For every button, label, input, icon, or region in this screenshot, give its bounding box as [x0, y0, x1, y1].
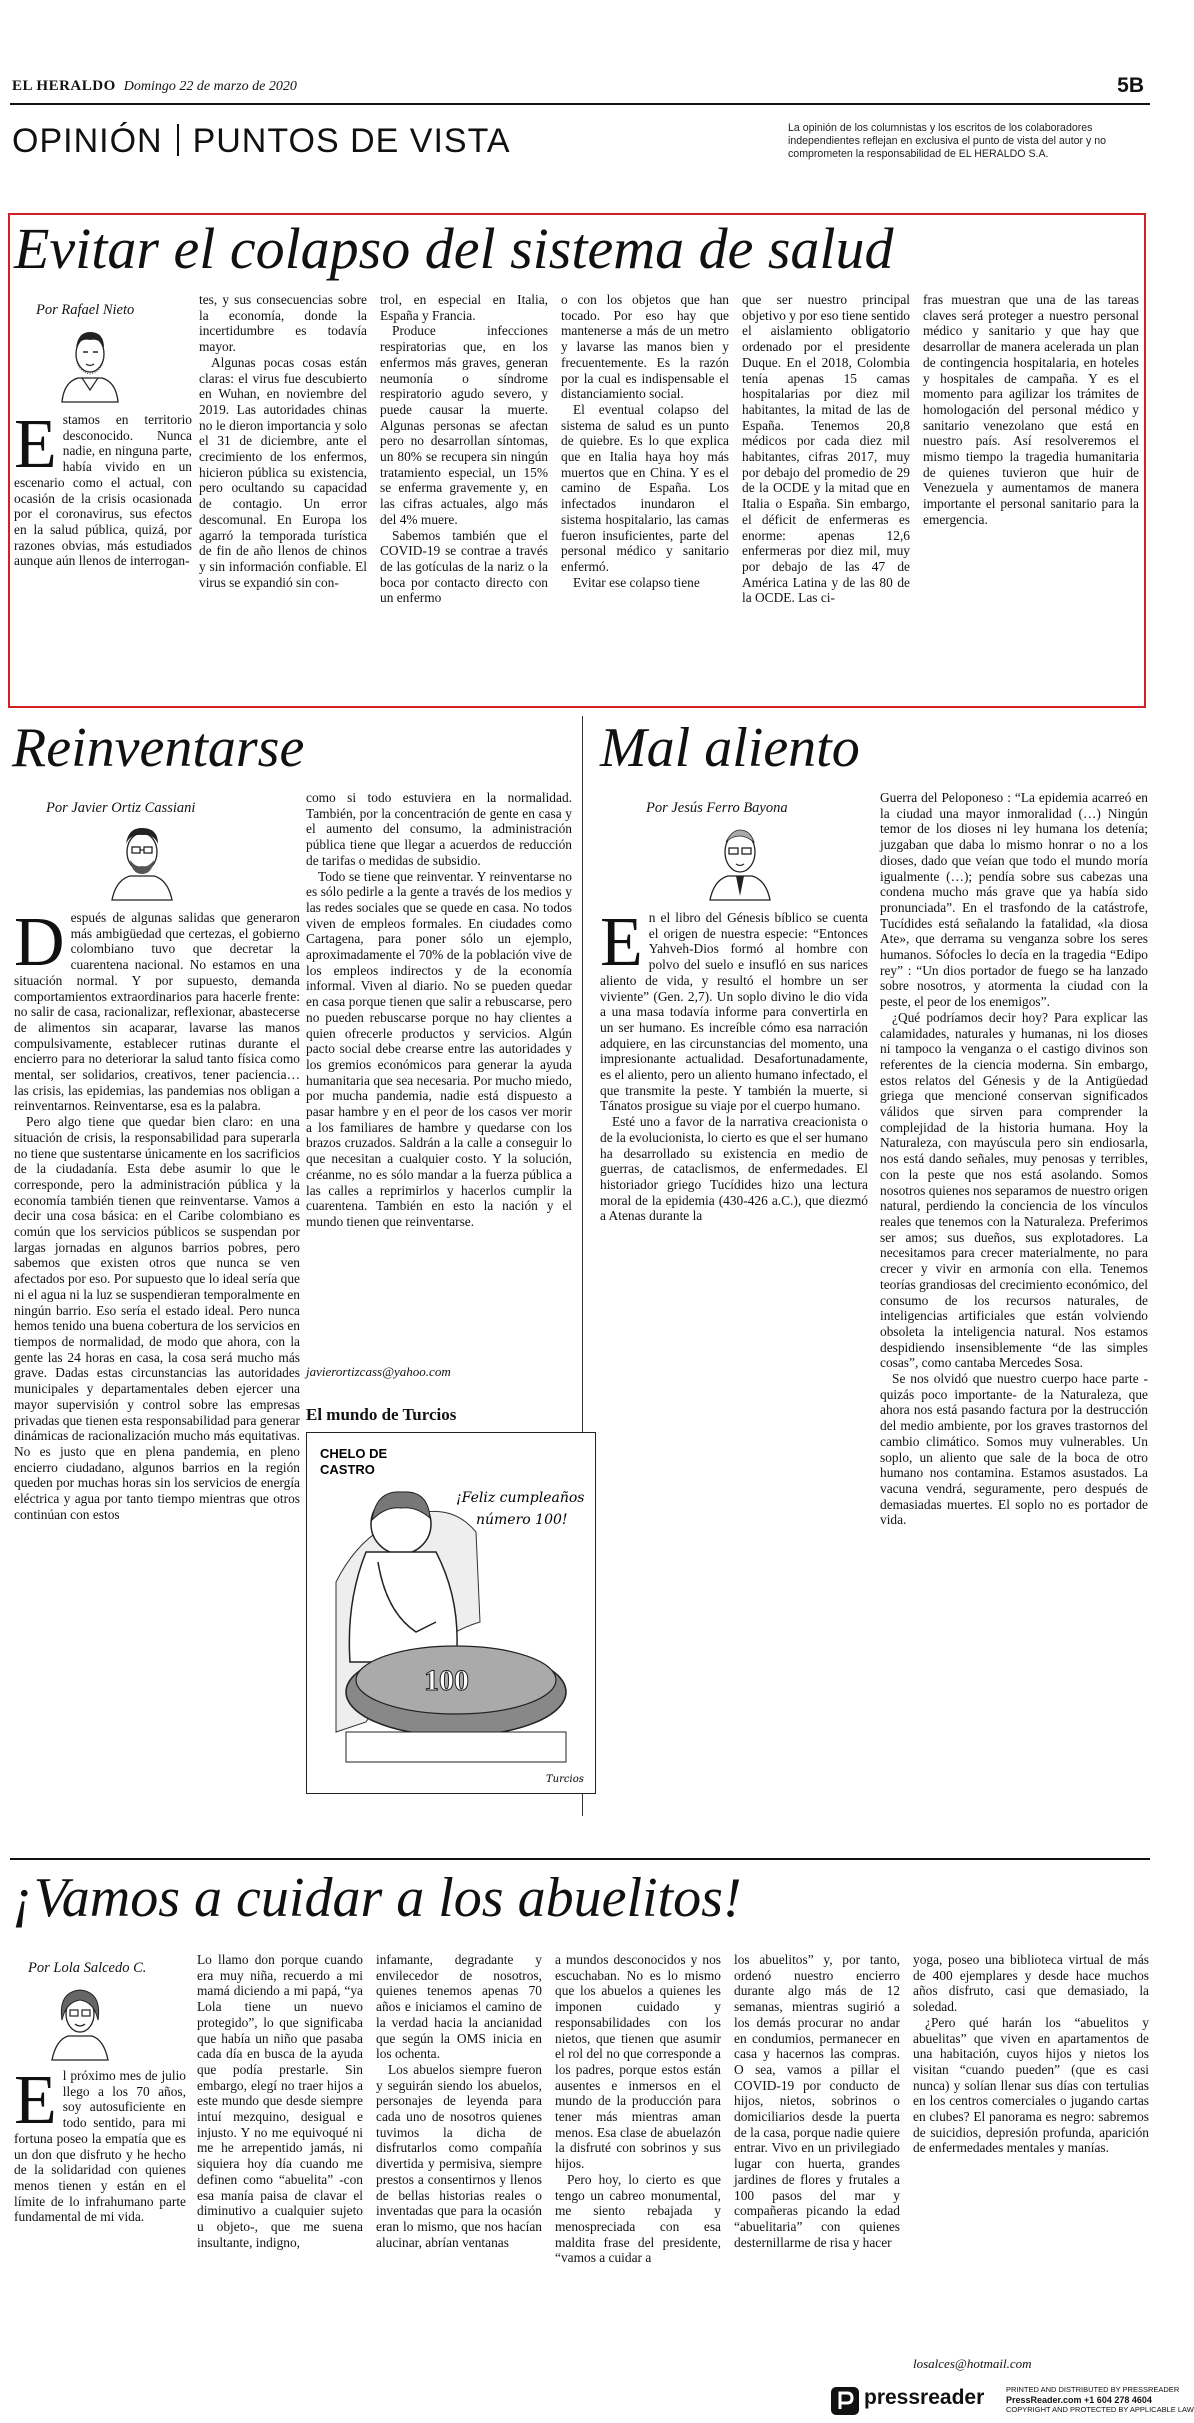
dropcap: E [600, 904, 643, 981]
pressreader-badge [830, 2384, 1194, 2418]
pressreader-logo-icon [830, 2386, 860, 2416]
section-subname: PUNTOS DE VISTA [192, 122, 511, 160]
article-4-column-6: yoga, poseo una biblioteca virtual de más de 400 ejemplares y desde hace muchos años disfruto, casi que demasiado, la soledad. ¿Pero qué harán los “abuelitos y abuelitas” que viven en apartamentos de una habitación, cuyos hijos y nietos los visitan “cuando pueden” (que es casi nunca) y solían llenar sus días con tertulias en los centros comerciales o jugando cartas en clubes? El panorama es negro: sabremos de suicidios, depresión profunda, aparición de enfermedades mentales y manías. [913, 1952, 1149, 2156]
article-1-column-6: fras muestran que una de las tareas claves será proteger a nuestro personal médico y sanitario y que hay que desarrollar de manera acelerada un plan de contingencia hospitalaria, en hoteles y hospitales de campaña. Y es el momento para agilizar los trámites de homologación del personal médico y sanitario venezolano que está en nuestro país. Así resolveremos el mismo tiempo la tragedia humanitaria de quienes tuvieron que huir de Venezuela y aumentamos de manera importante el personal sanitario para la emergencia. [923, 292, 1139, 527]
section-header [12, 122, 511, 161]
article-4-column-4: a mundos desconocidos y nos escuchaban. No es lo mismo que los abuelos a quienes les imponen cuidado y responsabilidades con los nietos, que tienen que asumir el rol del no que corresponde a los padres, porque estos están ausentes e inmersos en el mundo de la producción para tener más mientras aman menos. Esa clase de abuelazón la disfruté con sobrinos y sus hijos. Pero hoy, lo cierto es que tengo un cabreo monumental, me siento rebajada y menospreciada con esa maldita frase del presidente, “vamos a cuidar a [555, 1952, 721, 2266]
article-4-column-5: los abuelitos” y, por tanto, ordenó nuestro encierro durante algo más de 12 semanas, mientras sugirió a los demás procurar no andar en condumios, permanecer en casa y hacernos las compras. O sea, vamos a pillar el COVID-19 por conducto de hijos, nietos, sobrinos o domiciliarios desde la puerta de la casa, porque nadie quiere entrar. Vivo en un privilegiado lugar con huerta, grandes jardines de flores y frutales a 100 pasos del mar y compañeras picando la edad “abuelitaria” con quienes desternillarme de risa y hacer [734, 1952, 900, 2250]
article-4-column-2: Lo llamo don porque cuando era muy niña, recuerdo a mi mamá diciendo a mi papá, “ya Lola tiene un nuevo protegido”, lo que significaba que había un niño que pasaba cada día en busca de la ayuda que podía prestarle. Sin embargo, elegí no traer hijos a este mundo que desde siempre intuí mezquino, desigual e injusto. Y no me equivoqué ni me he arrepentido jamás, ni siquiera hoy día cuando me definen como “abuelita” -con esa manía paisa de clavar el diminutivo a cualquier sujeto u objeto-, que me suena insultante, indigno, [197, 1952, 363, 2250]
article-2-headline: Reinventarse [12, 717, 305, 779]
masthead-rule [10, 103, 1150, 105]
paper-name: EL HERALDO [12, 78, 116, 94]
article-2-column-1: Después de algunas salidas que generaron más ambigüedad que certezas, el gobierno colombiano tuvo que decretar la cuarentena nacional. No estamos en una situación normal. Y por supuesto, demanda comportamientos extraordinarios para hacerle frente: no salir de casa, racionalizar, reflexionar, abastecerse de alimentos sin acaparar, lavarse las manos compulsivamente, establecer rutinas durante el encierro para no deteriorar la salud tanto física como mental, ser solidarios, creativos, tener paciencia… las crisis, las epidemias, las pandemias nos obligan a reinventarnos. Reinventarse, esa es la palabra. Pero algo tiene que quedar bien claro: en una situación de crisis, la responsabilidad para superarla no tiene que sustentarse únicamente en los sacrificios de la ciudadanía. Esta debe asumir lo que le corresponde, pero la administración pública y la economía también tienen que reinventarse. Vamos a decir una cosa básica: en el Caribe colombiano es común que los servicios públicos se suspendan por largas jornadas en algunos barrios pobres, pero sabemos que existen otros que nunca se ven afectados por eso. Por supuesto que lo ideal sería que ni el agua ni la luz se suspendieran temporalmente en ningún barrio. Eso sería el estado ideal. Pero nunca hemos tenido una buena cobertura de los servicios en tiempos de normalidad, de modo que ahora, con la gente las 24 horas en casa, la cosa será mucho más grave. Dadas estas circunstancias las autoridades municipales y departamentales deben ejercer una mayor supervisión y control sobre las empresas privadas que tienen esta responsabilidad para generar dinámicas de racionalización mucho más equitativas. No es justo que en plena pandemia, en pleno encierro ciudadano, algunos barrios en la región queden por muchas horas sin los servicios de energía eléctrica y agua por tanto tiempo mientras que otros continúan con estos [14, 904, 300, 1522]
pressreader-info: PRINTED AND DISTRIBUTED BY PRESSREADER PressReader.com +1 604 278 4604 COPYRIGHT AND PROTECTED BY APPLICABLE LAW [1006, 2385, 1194, 2414]
dropcap: D [14, 904, 65, 981]
article-4-column-3: infamante, degradante y envilecedor de nosotros, quienes tenemos apenas 70 años e iniciamos el camino de la verdad hacia la ancianidad que según la OMS inicia en los ochenta. Los abuelos siempre fueron y seguirán siendo los abuelos, personajes de leyenda para cada uno de nosotros quienes tuvimos la dicha de disfrutarlos como compañía divertida y permisiva, siempre prestos a consentirnos y llenos de bellas historias reales o inventadas que para la ocasión eran lo mismo, que nos hacían alucinar, abrían ventanas [376, 1952, 542, 2250]
section-name: OPINIÓN [12, 122, 163, 160]
article-1-column-5: que ser nuestro principal objetivo y por eso tiene sentido el aislamiento obligatorio ordenado por el presidente Duque. En el 2018, Colombia tenía apenas 15 camas hospitalarias por diez mil habitantes, la mitad de las de España. Tenemos 20,8 médicos por cada diez mil habitantes, cifras 2017, muy por debajo del promedio de 29 de la OCDE y la mitad que en Italia o España. Sin embargo, el déficit de enfermeras es enorme: apenas 12,6 enfermeras por diez mil, muy por debajo de las 47 de América Latina y de las 80 de la OCDE. Las ci- [742, 292, 910, 606]
author-portrait-4 [46, 1980, 114, 2060]
article-1-column-3: trol, en especial en Italia, España y Francia. Produce infecciones respiratorias que, en los enfermos más graves, generan neumonía o síndrome respiratorio agudo severo, y puede causar la muerte. Algunas personas se afectan pero no desarrollan síntomas, un 80% se recupera sin ningún tratamiento especial, un 15% se enferma gravemente y, en las cifras actuales, algo más del 4% muere. Sabemos también que el COVID-19 se contrae a través de las gotículas de la nariz o la boca por contacto directo con un enfermo [380, 292, 548, 606]
cartoon-illustration [306, 1432, 596, 1794]
article-4-headline: ¡Vamos a cuidar a los abuelitos! [12, 1867, 742, 1929]
article-3-column-2: Guerra del Peloponeso : “La epidemia acarreó en la ciudad una mayor inmoralidad (…) Ningún temor de los dioses ni ley humana los detenía; juzgaban que daba lo mismo honrar o no a los dioses, dado que veían que todo el mundo moría igualmente (…); pendía sobre sus cabezas una condena mucho más grave que ya había sido pronunciada”. En el trasfondo de la catástrofe, Tucídides está señalando la fatalidad, «la diosa Ate», que derrama su venganza sobre los seres humanos. Sófocles lo decía en la tragedia “Edipo rey” : “Un dios portador de fuego se ha lanzado sobre nosotros, y atormenta la ciudad con la peste, el peor de los enemigos”. ¿Qué podríamos decir hoy? Para explicar las calamidades, naturales y humanas, ni los dioses ni tampoco la venganza o el castigo divinos son referentes de la ciencia moderna. Sin embargo, estos relatos del Génesis y de la Antigüedad griega que mencioné conservan significados válidos que sirven para comprender la complejidad de la historia humana. Hoy la Naturaleza, con mayúscula pero sin endiosarla, nos está dando señales, muy penosas y terribles, con la peste que nos está asolando. Somos nosotros quienes nos separamos de nuestro origen natural, perdiendo la conciencia de los vínculos reales que tenemos con la Naturaleza. Preferimos ser amos; sus dueños, sus explotadores. La necesitamos para crecer materialmente, no para crecer y vivir en armonía con ella. Tenemos teorías grandiosas del crecimiento económico, del consumo de los recursos naturales, de inteligencias artificiales que están volviendo obsoleta la inteligencia natural. Nos estamos despidiendo insensiblemente “de las simples cosas”, como cantaba Mercedes Sosa. Se nos olvidó que nuestro cuerpo hace parte -quizás poco importante- de la Naturaleza, que ahora nos está pasando factura por la destrucción del medio ambiente, por los graves trastornos del cambio climático. Somos muy vulnerables. Un soplo, un aliento que sale de la boca de otro humano nos contamina. Estamos asustados. La vacuna vendrá, seguramente, pero después de demasiadas muertes. El soplo no es portador de vida. [880, 790, 1148, 1528]
section-rule [10, 1858, 1150, 1860]
article-2-byline: Por Javier Ortiz Cassiani [46, 800, 196, 816]
svg-text:CHELO DE: CHELO DE [320, 1446, 388, 1461]
section-separator [177, 124, 179, 156]
cartoon-title: El mundo de Turcios [306, 1405, 457, 1424]
svg-text:Turcios: Turcios [546, 1774, 584, 1785]
svg-text:CASTRO: CASTRO [320, 1462, 375, 1477]
article-4-column-1: El próximo mes de julio llego a los 70 años, soy autosuficiente en todo sentido, para mi fortuna poseo la empatía que es un don que disfruto y he hecho de la solidaridad con quienes menos tienen y están en el límite de lo infrahumano parte fundamental de mi vida. [14, 2062, 186, 2225]
page-number: 5B [1117, 74, 1144, 97]
article-4-byline: Por Lola Salcedo C. [28, 1960, 147, 1976]
article-1-column-1: Estamos en territorio desconocido. Nunca nadie, en ninguna parte, había vivido en un escenario como el actual, con ocasión de la crisis ocasionada por el coronavirus, sus efectos en la salud pública, quizá, por razones obvias, más estudiados aunque aún llenos de interrogan- [14, 406, 192, 569]
cartoon-cake-number: 100 [424, 1664, 469, 1697]
article-3-byline: Por Jesús Ferro Bayona [646, 800, 788, 816]
pressreader-brand: pressreader [864, 2386, 985, 2409]
article-4-email: losalces@hotmail.com [913, 2356, 1032, 2371]
dropcap: E [14, 406, 57, 483]
article-2-column-2: como si todo estuviera en la normalidad. También, por la concentración de gente en casa y el aumento del consumo, la administración pública tiene que llegar a acuerdos de reducción de tarifas o medidas de subsidio. Todo se tiene que reinventar. Y reinventarse no es sólo pedirle a la gente a través de los medios y las redes sociales que se quede en casa. No todos viven de empleos formales. En ciudades como Cartagena, para poner sólo un ejemplo, aproximadamente el 70% de la población vive de los empleos indirectos y de la economía informal. Viven al diario. No se pueden quedar en casa porque tienen que salir a rebuscarse, pero no pueden rebuscarse porque no hay clientes a quien ofrecerle productos y servicios. Algún pacto social debe crearse entre las autoridades y los gremios económicos para generar la ayuda humanitaria que sea necesaria. Por mucho miedo, por mucha pandemia, nadie está dispuesto a pasar hambre y en el peor de los casos ver morir a los familiares de hambre y quedarse con los brazos cruzados. Saldrán a la calle a conseguir lo que necesitan a cualquier costo. Y la solución, créanme, no es sólo mandar a la fuerza pública a las calles a reprimirlos y hacerlos cumplir la cuarentena. También en esto la nación y el mundo tienen que reinventarse. [306, 790, 572, 1229]
article-1-byline: Por Rafael Nieto [36, 302, 135, 318]
article-2-email: javierortizcass@yahoo.com [306, 1364, 451, 1379]
article-3-headline: Mal aliento [600, 717, 860, 779]
disclaimer: La opinión de los columnistas y los escritos de los colaboradores independientes reflejan en exclusiva el punto de vista del autor y no comprometen la responsabilidad de EL HERALDO S.A. [788, 122, 1107, 160]
article-3-column-1: En el libro del Génesis bíblico se cuenta el origen de nuestra especie: “Entonces Yahveh-Dios formó al hombre con polvo del suelo e insufló en sus narices aliento de vida, y resultó el hombre un ser viviente” (Gen. 2,7). Un soplo divino le dio vida a una masa todavía informe para convertirla en un ser humano. Es increíble cómo esa narración adquiere, en las circunstancias del momento, una impresionante actualidad. Desafortunadamente, es el aliento, pero un aliento humano infectado, el que transmite la peste. Y también la muerte, si Tánatos prosigue su viaje por el cuerpo humano. Esté uno a favor de la narrativa creacionista o de la evolucionista, lo cierto es que el ser humano ha desarrollado su existencia en medio de guerras, de cataclismos, de enfermedades. El historiador griego Tucídides hizo una lectura moral de la epidemia (430-426 a.C.), que diezmó a Atenas durante la [600, 904, 868, 1224]
masthead [12, 78, 297, 95]
article-1-column-2: tes, y sus consecuencias sobre la economía, donde la incertidumbre es todavía mayor. Algunas pocas cosas están claras: el virus fue descubierto en Wuhan, en noviembre del 2019. Las autoridades chinas no le dieron importancia y solo el 31 de diciembre, ante el crecimiento de los enfermos, hicieron pública su existencia, pero ocultando su capacidad de contagio. Un error descomunal. En Europa los agarró la temporada turística de fin de año llenos de chinos y sin información confiable. El virus se expandió sin con- [199, 292, 367, 590]
issue-date: Domingo 22 de marzo de 2020 [123, 79, 297, 94]
dropcap: E [14, 2062, 57, 2139]
cartoon-speech-1: ¡Feliz cumpleaños [456, 1490, 585, 1506]
author-portrait-2 [108, 820, 176, 900]
article-1-column-4: o con los objetos que han tocado. Por eso hay que mantenerse a más de un metro y lavarse las manos bien y frecuentemente. Es la razón por la cual es indispensable el distanciamiento social. El eventual colapso del sistema de salud es un punto de quiebre. Es lo que explica que en Italia haya hoy más muertos que en China. Y es el camino de España. Los infectados inundaron el sistema hospitalario, las camas fueron insuficientes, parte del personal médico y sanitario enfermó. Evitar ese colapso tiene [561, 292, 729, 590]
article-1-headline: Evitar el colapso del sistema de salud [14, 216, 894, 281]
author-portrait-3 [706, 820, 774, 900]
author-portrait-1 [56, 322, 124, 402]
cartoon-speech-2: número 100! [476, 1512, 568, 1528]
